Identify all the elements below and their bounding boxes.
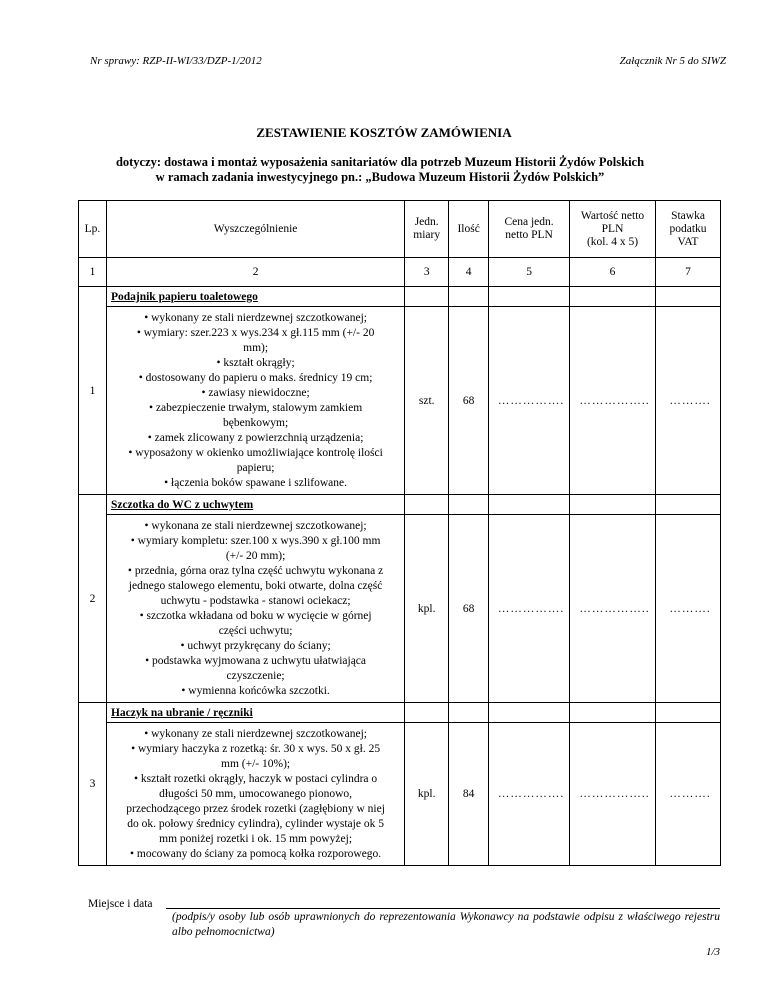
description-line: uchwytu - podstawka - stanowi ociekacz;: [160, 595, 351, 607]
description-line: mm);: [243, 342, 269, 354]
column-number: 3: [405, 258, 449, 287]
item-lp: 1: [79, 287, 107, 495]
description-line: • łączenia boków spawane i szlifowane.: [164, 477, 347, 489]
item-unit-price: …………….: [489, 723, 570, 866]
document-title: ZESTAWIENIE KOSZTÓW ZAMÓWIENIA: [256, 125, 512, 140]
column-number: 4: [449, 258, 489, 287]
signature-line: [166, 908, 720, 909]
item-net-value: ……………..: [570, 723, 656, 866]
item-description: [106, 723, 404, 866]
document-subtitle: [90, 155, 670, 185]
subtitle-line-1: dotyczy: dostawa i montaż wyposażenia sanitariatów dla potrzeb Muzeum Historii Żydów Polskich: [115, 155, 645, 169]
section-row: [79, 495, 721, 515]
description-line: • szczotka wkładana od boku w wycięcie w górnej: [139, 610, 372, 622]
header-vat-line: Stawka: [671, 209, 705, 222]
description-line: • zabezpieczenie trwałym, stalowym zamkiem: [149, 402, 363, 414]
description-line: części uchwytu;: [218, 625, 293, 637]
empty-cell: [489, 495, 570, 515]
header-lp: Lp.: [79, 201, 107, 258]
description-line: mm (+/- 10%);: [221, 758, 291, 770]
header-unit: [405, 201, 449, 258]
item-name: Haczyk na ubranie / ręczniki: [106, 703, 404, 723]
description-line: czyszczenie;: [226, 670, 285, 682]
items-body: [79, 287, 721, 866]
header-vat-rate: [656, 201, 721, 258]
signature-note: (podpis/y osoby lub osób uprawnionych do reprezentowania Wykonawcy na podstawie odpisu z właściwego rejestru albo pełnomocnictwa): [172, 911, 720, 938]
header-value-line: PLN: [601, 222, 624, 235]
page-number: 1/3: [705, 946, 720, 958]
item-description: [106, 307, 404, 495]
header-unit-line: miary: [413, 229, 441, 241]
description-line: • wykonany ze stali nierdzewnej szczotkowanej;: [144, 728, 367, 740]
table-header-row: [79, 201, 721, 258]
empty-cell: [570, 287, 656, 307]
header-price-line: netto PLN: [505, 229, 553, 241]
item-net-value: ……………..: [570, 515, 656, 703]
attachment-label: Załącznik Nr 5 do SIWZ: [619, 55, 726, 67]
empty-cell: [449, 495, 489, 515]
description-line: • wyposażony w okienko umożliwiające kontrolę ilości: [128, 447, 383, 459]
item-quantity: 68: [449, 307, 489, 495]
header-value-line: Wartość netto: [580, 209, 645, 222]
item-unit: szt.: [405, 307, 449, 495]
description-line: przechodzącego przez środek rozetki (zagłębiony w niej: [126, 803, 385, 815]
description-line: (+/- 20 mm);: [225, 550, 286, 562]
header-quantity: Ilość: [449, 201, 489, 258]
description-line: • kształt okrągły;: [216, 357, 295, 369]
subtitle-line-2: w ramach zadania inwestycyjnego pn.: „Budowa Muzeum Historii Żydów Polskich”: [155, 170, 605, 184]
item-quantity: 68: [449, 515, 489, 703]
description-line: • kształt rozetki okrągły, haczyk w postaci cylindra o: [134, 773, 378, 785]
header-vat-line: VAT: [677, 235, 699, 248]
header-vat-line: podatku: [669, 222, 707, 235]
column-number: 2: [106, 258, 404, 287]
empty-cell: [656, 287, 721, 307]
item-net-value: ……………..: [570, 307, 656, 495]
description-line: • dostosowany do papieru o maks. średnicy 19 cm;: [138, 372, 373, 384]
description-line: • wymiary kompletu: szer.100 x wys.390 x gł.100 mm: [130, 535, 381, 547]
item-lp: 2: [79, 495, 107, 703]
description-line: • podstawka wyjmowana z uchwytu ułatwiająca: [145, 655, 367, 667]
cost-table: [78, 200, 721, 866]
description-line: bębenkowym;: [223, 417, 289, 429]
empty-cell: [489, 703, 570, 723]
column-number: 5: [489, 258, 570, 287]
column-number: 7: [656, 258, 721, 287]
section-row: [79, 287, 721, 307]
section-row: [79, 703, 721, 723]
item-quantity: 84: [449, 723, 489, 866]
description-line: • uchwyt przykręcany do ściany;: [180, 640, 331, 652]
description-line: • wymiary haczyka z rozetką: śr. 30 x wys. 50 x gł. 25: [131, 743, 381, 755]
column-number: 1: [79, 258, 107, 287]
case-number: Nr sprawy: RZP-II-WI/33/DZP-1/2012: [90, 55, 262, 67]
empty-cell: [489, 287, 570, 307]
description-line: • wymienna końcówka szczotki.: [181, 685, 330, 697]
description-line: mm poniżej rozetki i ok. 15 mm powyżej;: [159, 833, 353, 845]
empty-cell: [656, 703, 721, 723]
item-vat: ……….: [656, 307, 721, 495]
empty-cell: [570, 703, 656, 723]
header-price-line: Cena jedn.: [504, 216, 554, 228]
table-row: [79, 307, 721, 495]
item-name: Podajnik papieru toaletowego: [106, 287, 404, 307]
item-name: Szczotka do WC z uchwytem: [106, 495, 404, 515]
table-row: [79, 515, 721, 703]
place-date-label: Miejsce i data: [88, 898, 153, 910]
empty-cell: [405, 703, 449, 723]
item-unit-price: …………….: [489, 307, 570, 495]
empty-cell: [449, 703, 489, 723]
column-number: 6: [570, 258, 656, 287]
header-unit-price: [489, 201, 570, 258]
description-line: do ok. połowy średnicy cylindra), cylinder wystaje ok 5: [127, 818, 384, 830]
item-unit: kpl.: [405, 723, 449, 866]
empty-cell: [449, 287, 489, 307]
header-value-line: (kol. 4 x 5): [586, 235, 639, 248]
description-line: papieru;: [236, 462, 275, 474]
empty-cell: [405, 495, 449, 515]
empty-cell: [570, 495, 656, 515]
description-line: • mocowany do ściany za pomocą kołka rozporowego.: [129, 848, 382, 860]
description-line: • zamek zlicowany z powierzchnią urządzenia;: [147, 432, 364, 444]
table-row: [79, 723, 721, 866]
item-vat: ……….: [656, 723, 721, 866]
column-number-row: [79, 258, 721, 287]
header-unit-line: Jedn.: [414, 216, 439, 228]
description-line: • wymiary: szer.223 x wys.234 x gł.115 mm (+/- 20: [136, 327, 375, 339]
description-line: • wykonany ze stali nierdzewnej szczotkowanej;: [144, 312, 367, 324]
description-line: • wykonana ze stali nierdzewnej szczotkowanej;: [144, 520, 367, 532]
header-net-value: [570, 201, 656, 258]
empty-cell: [656, 495, 721, 515]
empty-cell: [405, 287, 449, 307]
description-line: długości 50 mm, umocowanego pionowo,: [159, 788, 353, 800]
item-description: [106, 515, 404, 703]
item-unit-price: …………….: [489, 515, 570, 703]
description-line: • przednia, górna oraz tylna część uchwytu wykonana z: [127, 565, 384, 577]
header-description: Wyszczególnienie: [106, 201, 404, 258]
description-line: jednego stalowego elementu, boki otwarte, dolna część: [128, 580, 383, 592]
item-unit: kpl.: [405, 515, 449, 703]
item-vat: ……….: [656, 515, 721, 703]
description-line: • zawiasy niewidoczne;: [201, 387, 310, 399]
item-lp: 3: [79, 703, 107, 866]
